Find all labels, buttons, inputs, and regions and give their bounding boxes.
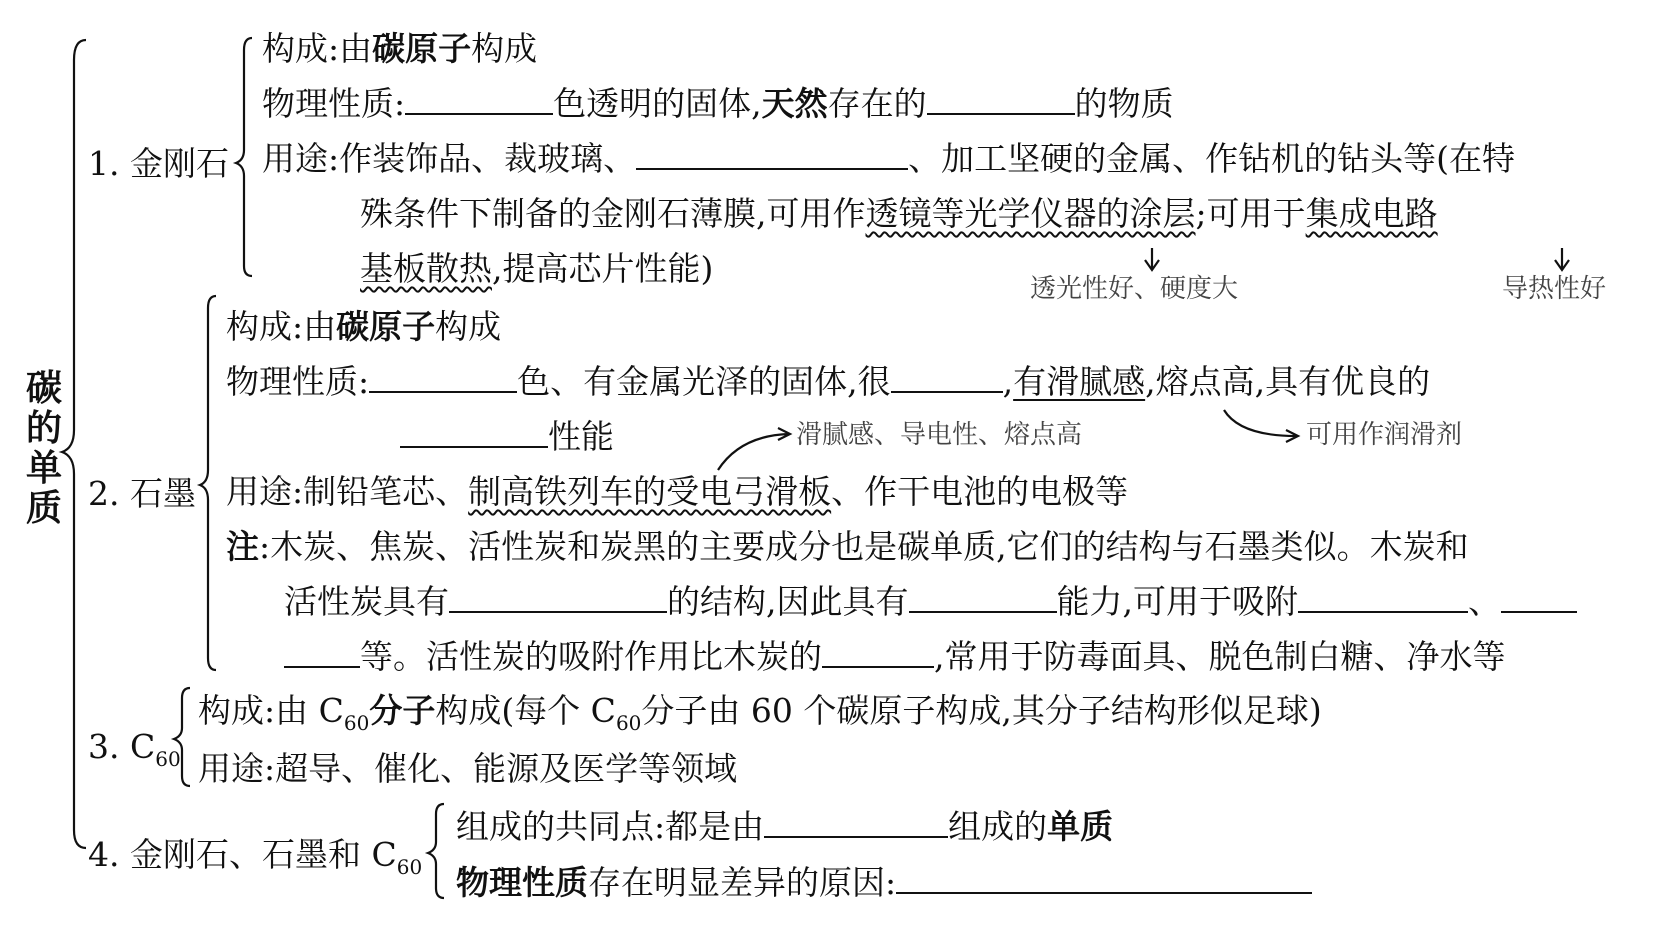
root-title: 碳的单质	[25, 367, 62, 529]
comparison-label: 4. 金刚石、石墨和 $C_{60}$	[88, 835, 423, 879]
arrow-graphite-1	[718, 428, 790, 470]
diamond-physical: 物理性质: 色透明的固体,天然存在的 的物质	[262, 84, 1174, 123]
graphite-annotation-2: 可用作润滑剂	[1306, 420, 1463, 450]
diamond-use-line3: 基板散热,提高芯片性能)	[360, 249, 714, 288]
arrow-graphite-2	[1224, 410, 1298, 442]
blank-difference-reason[interactable]	[896, 864, 1312, 894]
graphite-label: 2. 石墨	[88, 474, 196, 513]
diamond-annotation-2: 导热性好	[1502, 274, 1607, 304]
blank-adsorb-2-start[interactable]	[1501, 583, 1577, 613]
graphite-composition: 构成:由碳原子构成	[226, 307, 502, 346]
graphite-note-line2: 活性炭具有 的结构,因此具有 能力,可用于吸附 、	[284, 583, 1577, 621]
graphite-note-line1: 注:木炭、焦炭、活性炭和炭黑的主要成分也是碳单质,它们的结构与石墨类似。木炭和	[226, 527, 1469, 566]
arrow-diamond-2	[1555, 248, 1569, 270]
diamond-use-line2: 殊条件下制备的金刚石薄膜,可用作透镜等光学仪器的涂层;可用于集成电路	[360, 194, 1438, 233]
arrow-diamond-1	[1145, 248, 1159, 270]
graphite-use: 用途:制铅笔芯、制高铁列车的受电弓滑板、作干电池的电极等	[226, 472, 1129, 511]
diamond-use-line1: 用途:作装饰品、裁玻璃、 、加工坚硬的金属、作钻机的钻头等(在特	[262, 139, 1515, 178]
blank-graphite-color[interactable]	[369, 363, 517, 393]
c60-composition: 构成:由 $C_{60}$分子构成(每个 $C_{60}$分子由 60 个碳原子构成,其分子结构形似足球)	[198, 691, 1322, 735]
comparison-brace	[428, 804, 444, 898]
graphite-annotation-1: 滑腻感、导电性、熔点高	[796, 420, 1083, 450]
blank-diamond-color[interactable]	[405, 85, 553, 115]
graphite-brace	[200, 296, 216, 670]
graphite-note-line3: 等。活性炭的吸附作用比木炭的 ,常用于防毒面具、脱色制白糖、净水等	[284, 638, 1506, 676]
blank-ability[interactable]	[909, 583, 1057, 613]
blank-graphite-soft[interactable]	[891, 363, 1003, 393]
graphite-physical-line1: 物理性质: 色、有金属光泽的固体,很 ,有滑腻感,熔点高,具有优良的	[226, 362, 1431, 401]
blank-graphite-conductivity[interactable]	[400, 418, 548, 448]
blank-diamond-hardness[interactable]	[927, 85, 1075, 115]
c60-use: 用途:超导、催化、能源及医学等领域	[198, 749, 738, 788]
diamond-annotation-1: 透光性好、硬度大	[1030, 274, 1239, 304]
blank-structure[interactable]	[449, 583, 667, 613]
blank-adsorb-2-end[interactable]	[284, 638, 360, 668]
comparison-difference: 物理性质存在明显差异的原因:	[456, 864, 1312, 902]
diamond-composition: 构成:由碳原子构成	[262, 29, 538, 68]
c60-label: 3. $C_{60}$	[88, 727, 181, 771]
blank-common-element[interactable]	[764, 808, 948, 838]
diamond-label: 1. 金刚石	[88, 144, 229, 183]
blank-diamond-use[interactable]	[636, 140, 908, 170]
comparison-common: 组成的共同点:都是由 组成的单质	[456, 807, 1114, 846]
diamond-brace	[236, 38, 252, 276]
graphite-physical-line2: 性能	[400, 418, 614, 456]
blank-adsorption-strength[interactable]	[822, 638, 934, 668]
blank-adsorb-1[interactable]	[1298, 583, 1468, 613]
